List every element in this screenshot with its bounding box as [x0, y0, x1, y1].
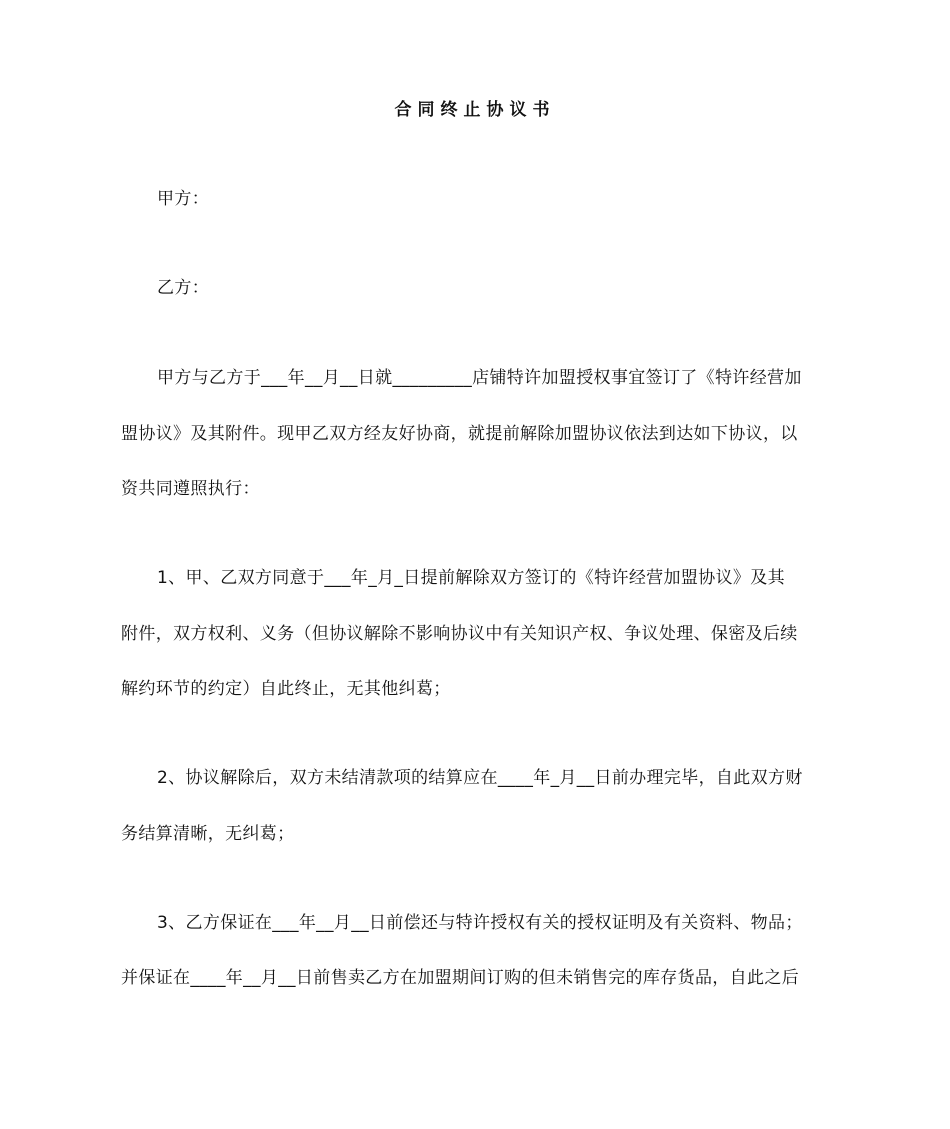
clause-1-line: 附件，双方权利、义务（但协议解除不影响协议中有关知识产权、争议处理、保密及后续 — [121, 624, 798, 644]
clause-2-line: 2、协议解除后，双方未结清款项的结算应在____年_月__日前办理完毕，自此双方财 — [157, 768, 803, 788]
document-title: 合同终止协议书 — [394, 100, 556, 120]
clause-3-line: 3、乙方保证在___年__月__日前偿还与特许授权有关的授权证明及有关资料、物品； — [157, 913, 803, 933]
clause-3-line: 并保证在____年__月__日前售卖乙方在加盟期间订购的但未销售完的库存货品，自此之后 — [121, 968, 800, 988]
clause-2-line: 务结算清晰，无纠葛； — [121, 824, 295, 844]
preamble-line: 资共同遵照执行： — [121, 479, 260, 499]
preamble-line: 甲方与乙方于___年__月__日就_________店铺特许加盟授权事宜签订了《特许经营加 — [157, 368, 802, 388]
preamble-line: 盟协议》及其附件。现甲乙双方经友好协商，就提前解除加盟协议依法到达如下协议，以 — [121, 424, 798, 444]
clause-1-line: 1、甲、乙双方同意于___年_月_日提前解除双方签订的《特许经营加盟协议》及其 — [157, 568, 785, 588]
party-a-label: 甲方： — [157, 189, 210, 209]
party-b-label: 乙方： — [157, 278, 210, 298]
clause-1-line: 解约环节的约定）自此终止，无其他纠葛； — [121, 679, 451, 699]
